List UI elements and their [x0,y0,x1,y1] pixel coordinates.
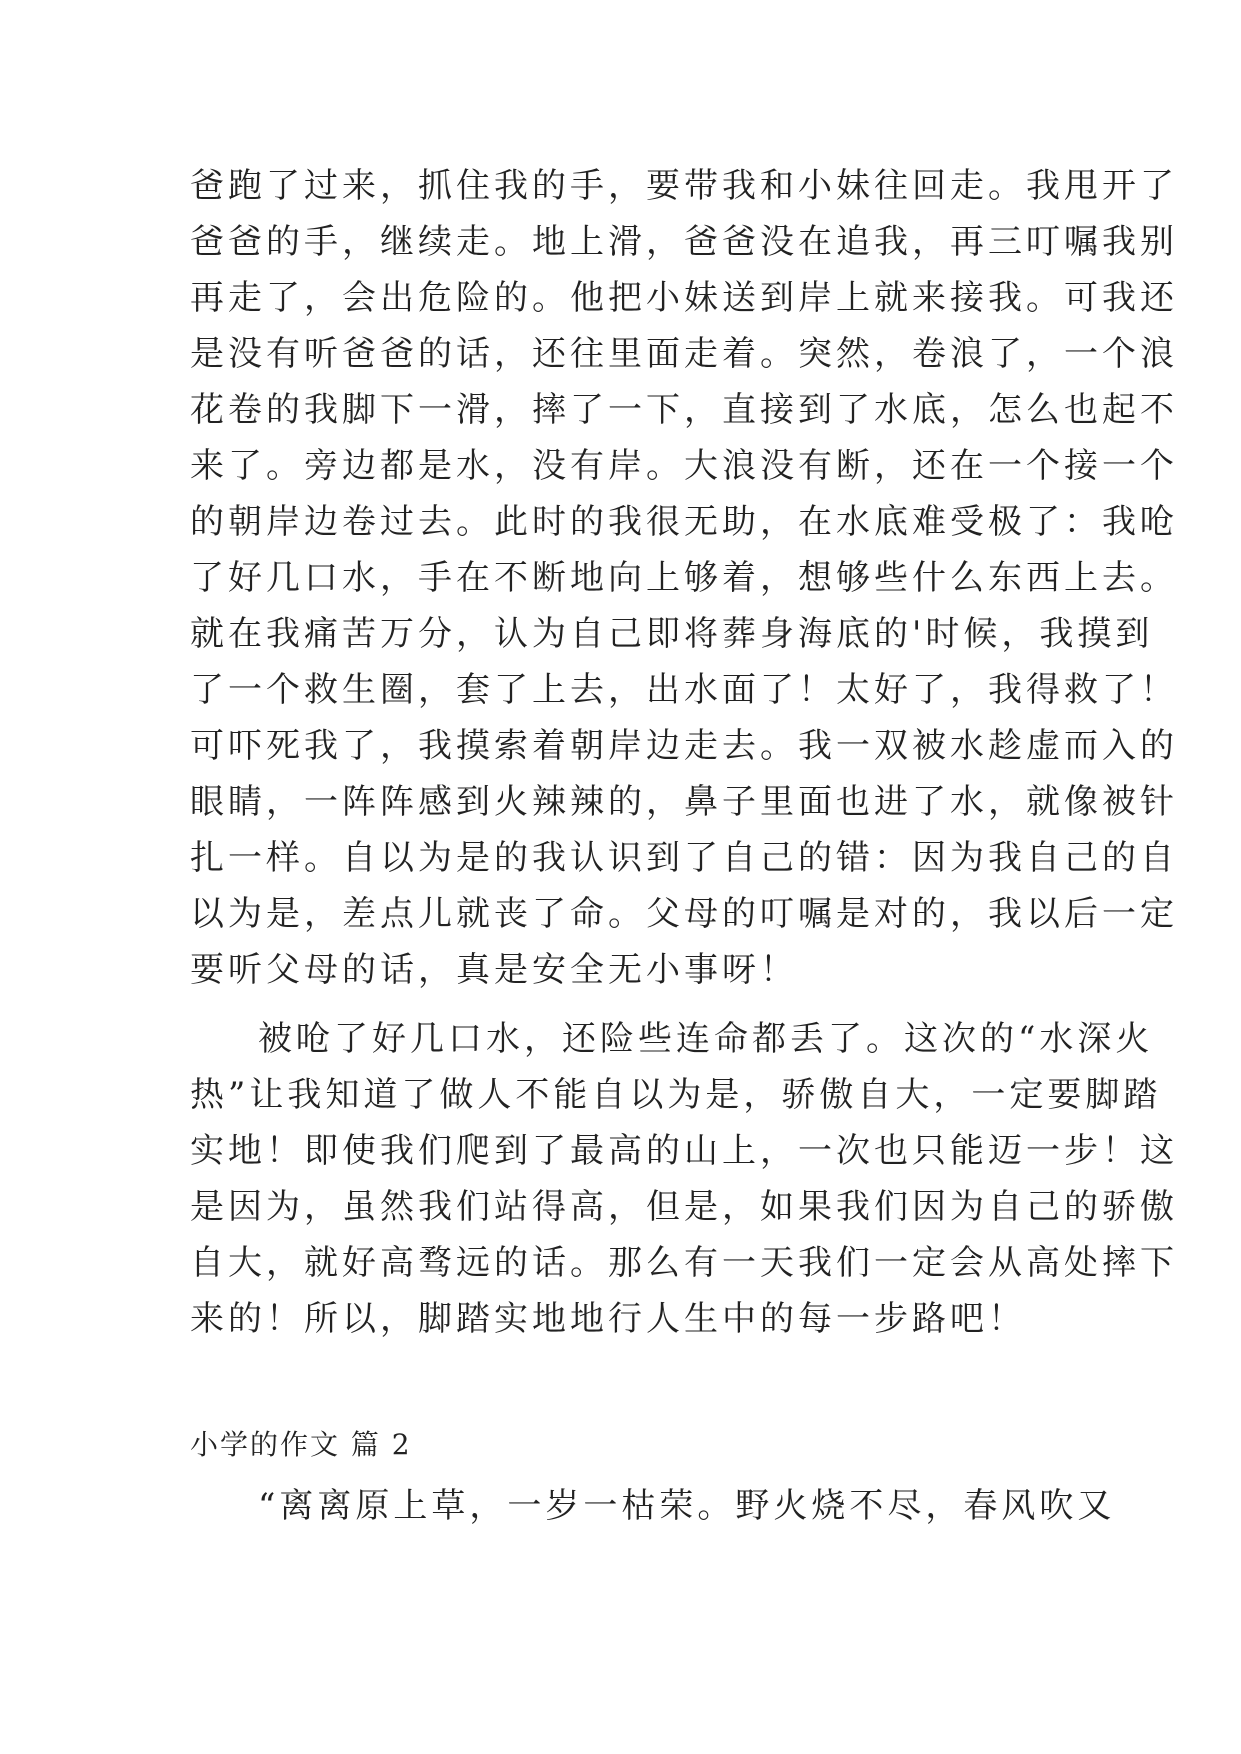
text-line: 热”让我知道了做人不能自以为是，骄傲自大，一定要脚踏 [190,1075,1162,1115]
text-line: 爸爸的手，继续走。地上滑，爸爸没在追我，再三叮嘱我别 [190,222,1178,262]
text-line: 可吓死我了，我摸索着朝岸边走去。我一双被水趁虚而入的 [190,726,1178,766]
text-line: 眼睛，一阵阵感到火辣辣的，鼻子里面也进了水，就像被针 [190,782,1178,822]
text-line: 了一个救生圈，套了上去，出水面了！太好了，我得救了！ [190,670,1178,710]
text-line: 爸跑了过来，抓住我的手，要带我和小妹往回走。我甩开了 [190,166,1178,206]
paragraph-first-line: “离离原上草，一岁一枯荣。野火烧不尽，春风吹又 [258,1486,1116,1526]
text-line: 就在我痛苦万分，认为自己即将葬身海底的'时候，我摸到 [190,614,1154,654]
text-line: 实地！即使我们爬到了最高的山上，一次也只能迈一步！这 [190,1131,1178,1171]
text-line: 了好几口水，手在不断地向上够着，想够些什么东西上去。 [190,558,1178,598]
text-line: 再走了，会出危险的。他把小妹送到岸上就来接我。可我还 [190,278,1178,318]
section-heading: 小学的作文 篇 2 [190,1428,412,1461]
text-line: 自大，就好高骛远的话。那么有一天我们一定会从高处摔下 [190,1243,1178,1283]
text-line: 扎一样。自以为是的我认识到了自己的错：因为我自己的自 [190,838,1178,878]
text-line: 以为是，差点儿就丧了命。父母的叮嘱是对的，我以后一定 [190,894,1178,934]
text-line: 的朝岸边卷过去。此时的我很无助，在水底难受极了：我呛 [190,502,1178,542]
text-line: 是因为，虽然我们站得高，但是，如果我们因为自己的骄傲 [190,1187,1178,1227]
paragraph-first-line: 被呛了好几口水，还险些连命都丢了。这次的“水深火 [258,1019,1154,1059]
text-line: 是没有听爸爸的话，还往里面走着。突然，卷浪了，一个浪 [190,334,1178,374]
text-line: 花卷的我脚下一滑，摔了一下，直接到了水底，怎么也起不 [190,390,1178,430]
text-line: 来了。旁边都是水，没有岸。大浪没有断，还在一个接一个 [190,446,1178,486]
text-line: 来的！所以，脚踏实地地行人生中的每一步路吧！ [190,1299,1026,1339]
text-line: 要听父母的话，真是安全无小事呀！ [190,950,798,990]
